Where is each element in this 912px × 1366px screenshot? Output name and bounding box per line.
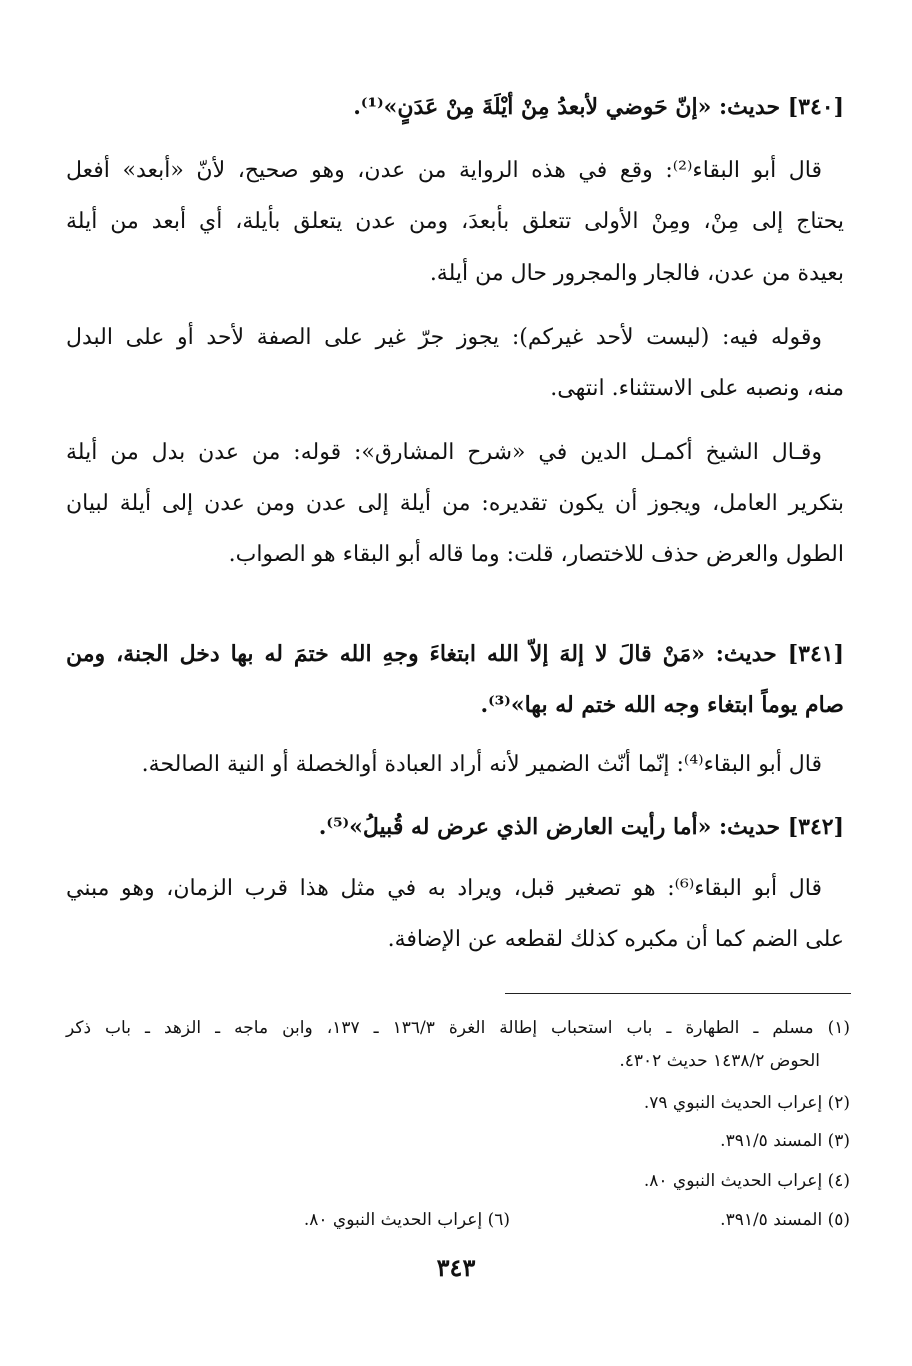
hadith-340-text-line: بتكرير العامل، ويجوز أن يكون تقديره: من أيلة إلى عدن ومن عدن إلى أيلة لبيان [66, 491, 844, 516]
footnote-6: (٦) إعراب الحديث النبوي ٨٠. [303, 1210, 510, 1230]
footnote-4: (٤) إعراب الحديث النبوي ٨٠. [643, 1171, 850, 1191]
hadith-341-text-line: قال أبو البقاء⁽⁴⁾: إنّما أنّث الضمير لأنه أراد العبادة أوالخصلة أو النية الصالحة. [141, 752, 822, 777]
footnote-separator [505, 993, 851, 994]
hadith-340-text-line: منه، ونصبه على الاستثناء. انتهى. [550, 376, 844, 401]
hadith-340-text-line: الطول والعرض حذف للاختصار، قلت: وما قاله أبو البقاء هو الصواب. [228, 542, 844, 567]
hadith-342-text-line: قال أبو البقاء⁽⁶⁾: هو تصغير قبل، ويراد به في مثل هذا قرب الزمان، وهو مبني [66, 876, 822, 901]
hadith-341-heading: صام يوماً ابتغاء وجه الله ختم له بها»⁽³⁾. [480, 692, 844, 718]
hadith-342-text-line: على الضم كما أن مكبره كذلك لقطعه عن الإضافة. [387, 927, 844, 952]
hadith-340-text-line: يحتاج إلى مِنْ، ومِنْ الأولى تتعلق بأبعدَ، ومن عدن يتعلق بأيلة، أي أبعد من أيلة [66, 209, 844, 234]
footnote-3: (٣) المسند ٣٩١/٥. [720, 1131, 850, 1151]
footnote-1-continued: الحوض ١٤٣٨/٢ حديث ٤٣٠٢. [619, 1051, 820, 1071]
footnote-1: (١) مسلم ـ الطهارة ـ باب استحباب إطالة الغرة ١٣٦/٣ ـ ١٣٧، وابن ماجه ـ الزهد ـ باب ذكر [66, 1018, 851, 1038]
hadith-342-heading: [٣٤٢] حديث: «أما رأيت العارض الذي عرض له قُبيلُ»⁽⁵⁾. [318, 814, 844, 840]
hadith-340-text-line: بعيدة من عدن، فالجار والمجرور حال من أيلة. [429, 261, 844, 286]
page-number: ٣٤٣ [436, 1253, 476, 1282]
hadith-340-heading: [٣٤٠] حديث: «إنّ حَوضي لأبعدُ مِنْ أيْلَةَ مِنْ عَدَنٍ»⁽¹⁾. [353, 94, 844, 120]
footnote-2: (٢) إعراب الحديث النبوي ٧٩. [643, 1093, 850, 1113]
hadith-340-text-line: وقوله فيه: (ليست لأحد غيركم): يجوز جرّ غير على الصفة لأحد أو على البدل [66, 325, 822, 350]
hadith-340-text-line: قال أبو البقاء⁽²⁾: وقع في هذه الرواية من عدن، وهو صحيح، لأنّ «أبعد» أفعل [66, 158, 822, 183]
hadith-340-text-line: وقـال الشيخ أكمـل الدين في «شرح المشارق»: قوله: من عدن بدل من أيلة [66, 440, 822, 465]
footnote-5: (٥) المسند ٣٩١/٥. [720, 1210, 850, 1230]
hadith-341-heading: [٣٤١] حديث: «مَنْ قالَ لا إلهَ إلاّ الله ابتغاءَ وجهِ الله ختمَ له بها دخل الجنة، ومن [66, 641, 844, 667]
